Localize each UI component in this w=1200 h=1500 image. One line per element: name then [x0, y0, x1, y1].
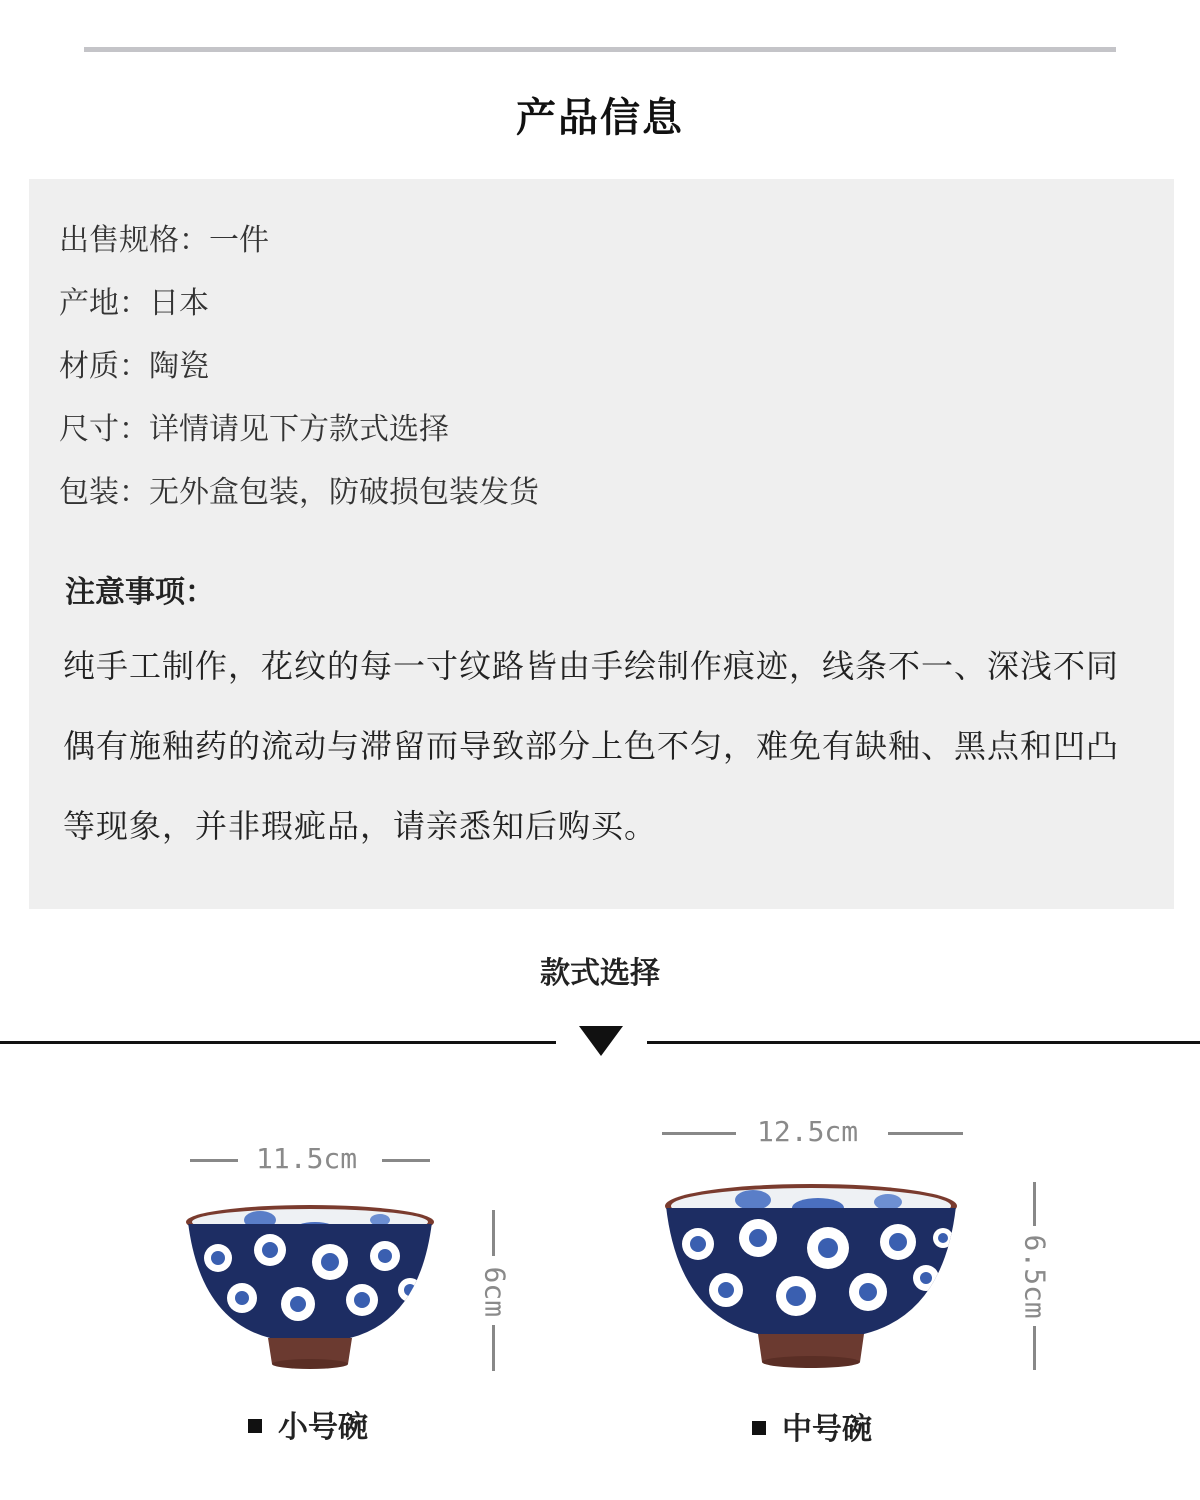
height-dimension-label: 6.5cm: [1018, 1234, 1052, 1319]
spec-key: 尺寸 ：: [59, 412, 149, 447]
bullet-square-icon: [752, 1421, 766, 1435]
section-divider-left: [0, 1041, 556, 1044]
spec-key: 材质 ：: [59, 349, 149, 384]
height-dimension-label: 6cm: [478, 1266, 512, 1318]
top-divider: [84, 47, 1116, 52]
height-dimension-line: [492, 1325, 495, 1371]
width-dimension-line: [662, 1132, 736, 1135]
section-divider-right: [647, 1041, 1200, 1044]
product-caption-small[interactable]: [248, 1402, 368, 1446]
spec-value: 陶瓷: [149, 349, 209, 384]
width-dimension-label: 12.5cm: [757, 1115, 859, 1148]
medium-bowl-image: [658, 1178, 964, 1372]
width-dimension-line: [190, 1159, 238, 1162]
height-dimension-line: [492, 1210, 495, 1256]
height-dimension-line: [1033, 1182, 1036, 1226]
product-caption-label: 小号碗: [278, 1410, 368, 1445]
spec-key: 出售规格 ：: [59, 223, 209, 258]
spec-value: 一件: [209, 223, 269, 258]
spec-material: [59, 341, 209, 385]
width-dimension-line: [888, 1132, 963, 1135]
spec-value: 详情请见下方款式选择: [149, 412, 449, 447]
notice-line: 等现象，并非瑕疵品，请亲悉知后购买。: [63, 807, 658, 845]
bullet-square-icon: [248, 1419, 262, 1433]
spec-value: 日本: [149, 286, 209, 321]
height-dimension-line: [1033, 1326, 1036, 1370]
notice-line: 纯手工制作，花纹的每一寸纹路皆由手绘制作痕迹，线条不一、深浅不同: [63, 647, 1120, 685]
small-bowl-image: [180, 1200, 440, 1372]
down-arrow-icon: [579, 1026, 623, 1056]
spec-key: 产地 ：: [59, 286, 149, 321]
spec-origin: [59, 278, 209, 322]
spec-sale-unit: [59, 215, 269, 259]
width-dimension-line: [382, 1159, 430, 1162]
style-selection-heading: 款式选择: [540, 956, 660, 991]
page-title: 产品信息: [516, 95, 684, 141]
product-caption-medium[interactable]: [752, 1404, 872, 1448]
width-dimension-label: 11.5cm: [256, 1142, 358, 1175]
spec-value: 无外盒包装，防破损包装发货: [149, 475, 539, 510]
notice-line: 偶有施釉药的流动与滞留而导致部分上色不匀，难免有缺釉、黑点和凹凸: [63, 727, 1120, 765]
spec-packaging: [59, 467, 539, 511]
spec-size: [59, 404, 449, 448]
product-info-panel: [29, 179, 1174, 909]
notice-title: 注意事项：: [65, 575, 215, 610]
product-caption-label: 中号碗: [782, 1412, 872, 1447]
spec-key: 包装 ：: [59, 475, 149, 510]
